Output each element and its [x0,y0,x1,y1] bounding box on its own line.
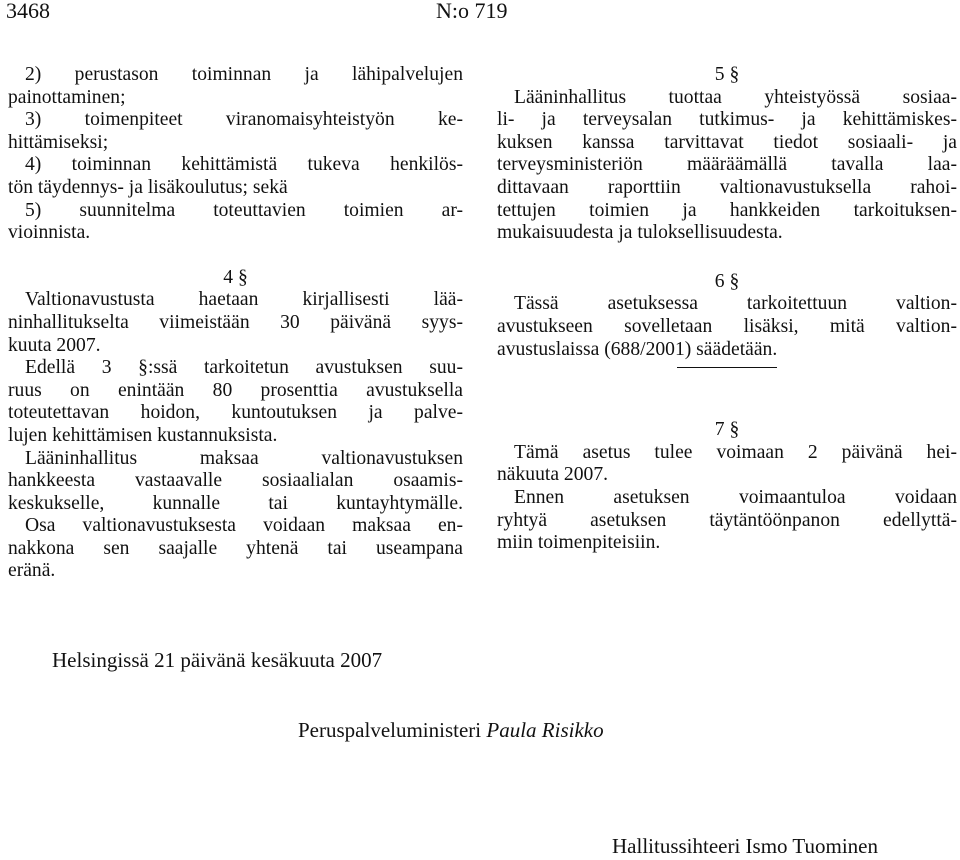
section-4-paragraph-2 [8,357,463,447]
list-line: 2) perustason toiminnan ja lähipalvelujen [25,64,463,85]
text-line: Edellä 3 §:ssä tarkoitetun avustuksen suu- [25,357,463,379]
list-line: 5) suunnitelma toteuttavien toimien ar- [25,199,463,221]
section-4-paragraph-3 [8,448,463,584]
list-items [8,64,463,245]
issue-number: N:o 719 [436,0,508,23]
text-line: ryhtyä asetuksen täytäntöönpanon edellyttä- [497,509,957,531]
minister-name: Paula Risikko [486,718,604,742]
section-6-heading: 6 § [714,270,740,292]
text-line: ninhallitukselta viimeistään 30 päivänä syys- [8,311,463,333]
section-5-paragraph [497,87,957,245]
list-line: 3) toimenpiteet viranomaisyhteistyön ke- [25,109,463,131]
minister-title: Peruspalveluministeri [298,718,482,742]
minister-signature [298,717,604,743]
section-7-paragraph-1 [497,442,957,487]
text-line: miin toimenpiteisiin. [497,532,661,554]
text-line: mukaisuudesta ja tuloksellisuudesta. [497,222,783,244]
text-line: li- ja terveysalan tutkimus- ja kehittämiskes- [497,109,957,131]
text-line: ruus on enintään 80 prosenttia avustuksella [8,379,463,401]
list-line: tön täydennys- ja lisäkoulutus; sekä [8,176,288,198]
text-line: avustukseen sovelletaan lisäksi, mitä valtion- [497,315,957,337]
text-line: toteutettavan hoidon, kuntoutuksen ja palve- [8,402,463,424]
section-7-heading: 7 § [714,419,740,441]
page-number: 3468 [6,0,50,23]
text-line: tettujen toimien ja hankkeiden tarkoituksen- [497,199,957,221]
text-line: terveysministeriön määräämällä tavalla laa- [497,154,957,176]
text-line: Tämä asetus tulee voimaan 2 päivänä hei- [514,441,957,463]
text-line: hankkeesta vastaavalle sosiaalialan osaamis- [8,470,463,492]
text-line: eränä. [8,560,56,582]
text-line: kuuta 2007. [8,334,101,356]
section-4-paragraph-1 [8,289,463,357]
place-and-date: Helsingissä 21 päivänä kesäkuuta 2007 [52,648,383,672]
text-line: dittavaan raporttiin valtionavustuksella rahoi- [497,176,957,198]
text-line: kuksen kanssa tarvittavat tiedot sosiaali- ja [497,131,957,153]
text-line: Lääninhallitus tuottaa yhteistyössä sosiaa- [514,86,957,108]
text-line: Tässä asetuksessa tarkoitettuun valtion- [514,293,957,315]
text-line: näkuuta 2007. [497,464,609,486]
text-line: Valtionavustusta haetaan kirjallisesti lää- [25,289,463,311]
text-line: Lääninhallitus maksaa valtionavustuksen [25,447,463,469]
left-column [8,64,463,583]
text-line: keskukselle, kunnalle tai kuntayhtymälle. [8,492,463,514]
text-line: lujen kehittämisen kustannuksista. [8,424,278,446]
list-line: 4) toiminnan kehittämistä tukeva henkilös- [25,154,463,176]
list-line: hittämiseksi; [8,131,109,153]
section-4-heading: 4 § [223,266,248,288]
right-column [497,64,957,555]
section-5-heading: 5 § [714,64,740,85]
text-line: nakkona sen saajalle yhtenä tai useampana [8,537,463,559]
secretary-signature: Hallitussihteeri Ismo Tuominen [612,834,879,858]
text-line: Osa valtionavustuksesta voidaan maksaa en- [25,515,463,537]
text-line: Ennen asetuksen voimaantuloa voidaan [514,486,957,508]
list-line: painottaminen; [8,86,126,108]
section-6-paragraph [497,293,957,361]
text-line: avustuslaissa (688/2001) säädetään. [497,338,778,360]
section-7-paragraph-2 [497,487,957,555]
list-line: vioinnista. [8,222,91,244]
